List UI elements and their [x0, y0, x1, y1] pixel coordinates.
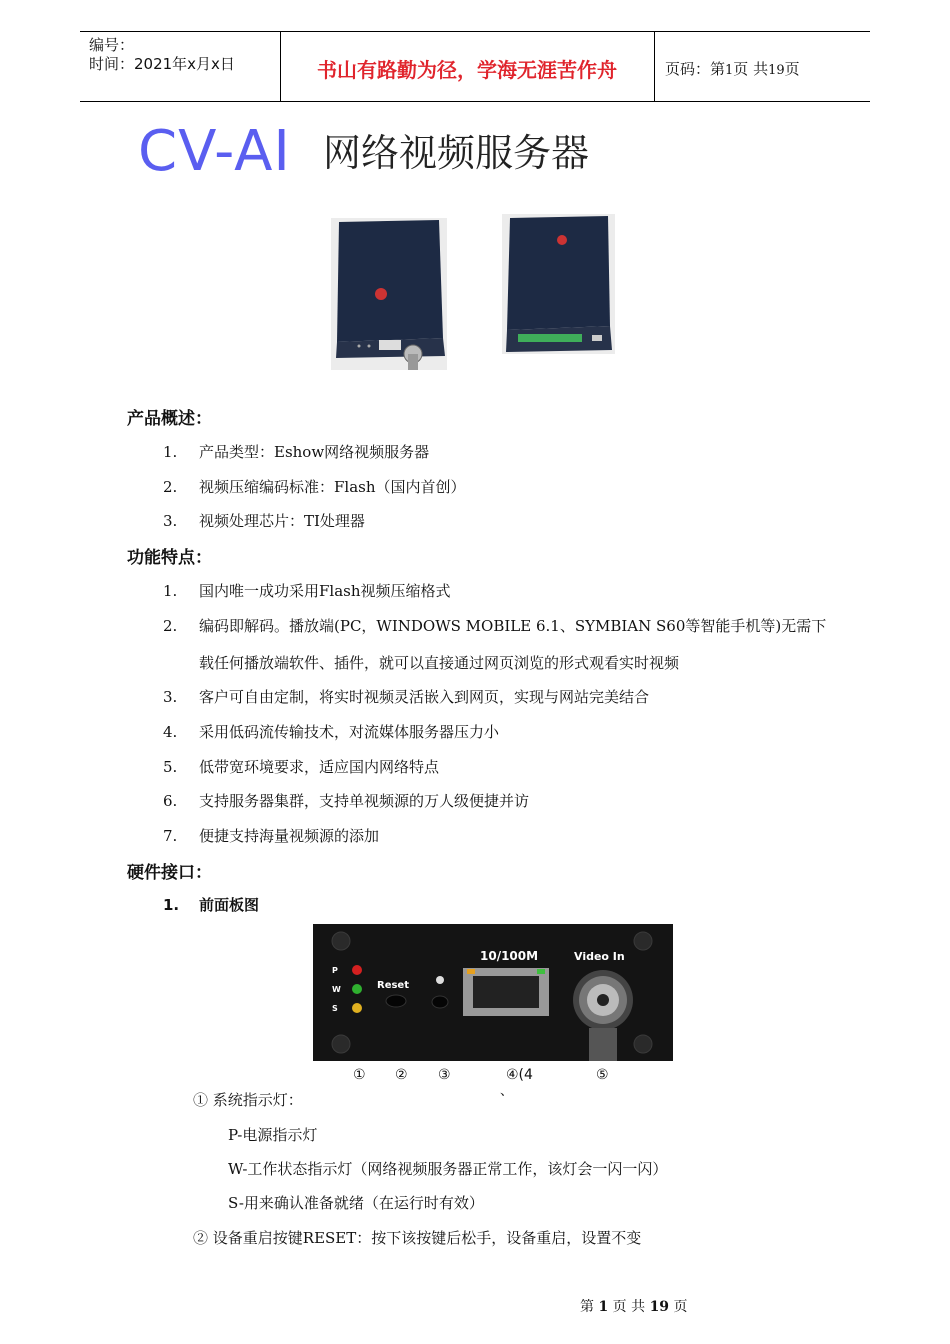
- front-panel-subheading: 1. 前面板图: [163, 896, 260, 914]
- desc-system-led: ① 系统指示灯：: [193, 1091, 303, 1109]
- desc-reset: ② 设备重启按键RESET：按下该按键后松手，设备重启，设置不变: [193, 1229, 642, 1247]
- net-label: 10/100M: [480, 949, 539, 963]
- desc-s: S-用来确认准备就绪（在运行时有效）: [228, 1194, 484, 1212]
- product-photo-front: [331, 218, 447, 370]
- led-label-s: S: [332, 1004, 338, 1013]
- list-item: 4. 采用低码流传输技术，对流媒体服务器压力小: [163, 723, 500, 741]
- time-label: 时间：2021年x月x日: [89, 55, 235, 73]
- hardware-heading: 硬件接口：: [127, 863, 212, 883]
- marker-3: ③: [438, 1067, 451, 1083]
- led-label-w: W: [332, 985, 341, 994]
- list-item: 2. 编码即解码。播放端(PC，WINDOWS MOBILE 6.1、SYMBIAN S60等智能手机等)无需下: [163, 617, 827, 635]
- device-back-image: [502, 214, 615, 354]
- front-panel-drawing: [313, 924, 673, 1061]
- desc-p: P-电源指示灯: [228, 1126, 318, 1144]
- code-label: 编号：: [89, 36, 135, 54]
- stray-mark: 、: [500, 1084, 514, 1099]
- motto: 书山有路勤为径，学海无涯苦作舟: [317, 58, 617, 82]
- led-label-p: P: [332, 966, 338, 975]
- list-item: 6. 支持服务器集群，支持单视频源的万人级便捷并访: [163, 792, 530, 810]
- header-table: [80, 31, 870, 102]
- header-page-cell: [655, 32, 870, 101]
- product-photo-back: [502, 214, 615, 354]
- marker-2: ②: [395, 1067, 408, 1083]
- marker-4: ④(4: [506, 1067, 533, 1083]
- list-item: 1. 产品类型：Eshow网络视频服务器: [163, 443, 430, 461]
- list-item: 7. 便捷支持海量视频源的添加: [163, 827, 380, 845]
- overview-heading: 产品概述：: [127, 409, 212, 429]
- marker-5: ⑤: [596, 1067, 609, 1083]
- list-item: 2. 视频压缩编码标准：Flash（国内首创）: [163, 478, 466, 496]
- list-item-continuation: 载任何播放端软件、插件，就可以直接通过网页浏览的形式观看实时视频: [199, 654, 680, 672]
- page-number: 页码：第1页 共19页: [665, 60, 800, 78]
- desc-w: W-工作状态指示灯（网络视频服务器正常工作，该灯会一闪一闪）: [228, 1160, 668, 1178]
- product-logo: CV-AI: [138, 119, 291, 184]
- features-heading: 功能特点：: [127, 548, 212, 568]
- header-left-cell: [80, 32, 281, 101]
- footer-page-number: 第 1 页 共 19 页: [580, 1299, 688, 1315]
- device-front-image: [331, 218, 447, 370]
- video-in-label: Video In: [574, 950, 625, 963]
- list-item: 5. 低带宽环境要求，适应国内网络特点: [163, 758, 440, 776]
- list-item: 3. 视频处理芯片：TI处理器: [163, 512, 365, 530]
- header-motto-cell: [280, 32, 655, 101]
- list-item: 1. 国内唯一成功采用Flash视频压缩格式: [163, 582, 451, 600]
- reset-label: Reset: [377, 980, 409, 991]
- marker-1: ①: [353, 1067, 366, 1083]
- list-item: 3. 客户可自由定制，将实时视频灵活嵌入到网页，实现与网站完美结合: [163, 688, 650, 706]
- front-panel-image: [313, 924, 673, 1061]
- page-title: 网络视频服务器: [323, 131, 590, 175]
